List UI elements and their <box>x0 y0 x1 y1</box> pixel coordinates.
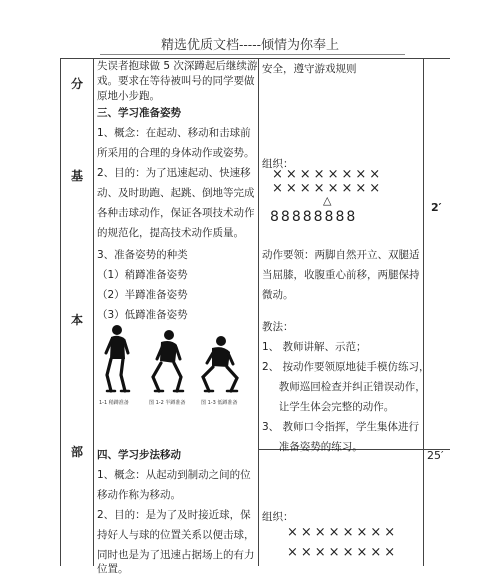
formation-x-row-1: ×××××××× <box>272 167 384 182</box>
section-4-title: 四、学习步法移动 <box>97 449 181 461</box>
sec3-line-1: 1、概念：在起动、移动和击球前 <box>97 127 251 139</box>
method-line-5: 3、 教师口令指挥，学生集体进行 <box>262 421 420 433</box>
sec3-line-5: 各种击球动作，保证各项技术动作 <box>97 207 255 219</box>
page-header-title: 精选优质文档-----倾情为你奉上 <box>161 38 339 53</box>
intro-line-2: 戏。要求在等待被叫号的同学要做 <box>97 75 255 87</box>
col-divider-3 <box>423 59 424 566</box>
side-label-4: 部 <box>71 445 84 459</box>
intro-line-1: 失误者抱球做 5 次深蹲起后继续游 <box>97 60 258 72</box>
method-label: 教法： <box>262 321 294 333</box>
stance-figure-3 <box>203 336 237 391</box>
side-label-1: 分 <box>71 77 84 91</box>
intro-line-3: 原地小步跑。 <box>97 90 160 102</box>
sec4-line-4: 持好人与球的位置关系以便击球， <box>97 529 255 541</box>
sec3-line-6: 的规范化，提高技术动作质量。 <box>97 227 244 239</box>
safety-note: 安全，遵守游戏规则 <box>262 63 357 75</box>
formation-x-row-4: ×××××××× <box>287 545 399 560</box>
sec3-line-10: （3）低蹲准备姿势 <box>97 309 188 321</box>
lesson-plan-table <box>60 58 450 575</box>
teacher-triangle: △ <box>323 194 332 207</box>
stance-figure-2 <box>153 330 183 391</box>
method-line-2: 2、 按动作要领原地徒手模仿练习， <box>262 361 430 373</box>
figure-caption-1: 1-1 稍蹲准备 <box>99 400 129 406</box>
sec3-line-8: （1）稍蹲准备姿势 <box>97 269 188 281</box>
figure-caption-3: 图 1-3 低蹲准备 <box>201 400 238 406</box>
side-label-2: 基 <box>71 169 84 183</box>
sec3-line-2: 所采用的合理的身体动作或姿势。 <box>97 147 255 159</box>
formation-o-row: 88888888 <box>270 209 358 225</box>
stance-figures <box>97 321 249 409</box>
side-label-3: 本 <box>71 313 84 327</box>
section-3-title: 三、学习准备姿势 <box>97 107 181 119</box>
sec3-line-7: 3、准备姿势的种类 <box>97 249 188 261</box>
sec4-line-2: 移动作称为移动。 <box>97 489 181 501</box>
stance-figure-1 <box>106 325 129 391</box>
sec3-line-4: 动、及时助跑、起跳、倒地等完成 <box>97 187 255 199</box>
requirement-line-2: 当屈膝，收腹重心前移，两腿保持 <box>262 269 420 281</box>
method-line-6: 准备姿势的练习。 <box>262 441 363 453</box>
figure-caption-2: 图 1-2 半蹲准备 <box>149 400 186 406</box>
sec4-line-5: 同时也是为了迅速占据场上的有力 <box>97 549 255 561</box>
time-value-2: 25′ <box>427 449 444 462</box>
sec3-line-3: 2、目的：为了迅速起动、快速移 <box>97 167 251 179</box>
sec4-line-1: 1、概念：从起动到制动之间的位 <box>97 469 251 481</box>
sec3-line-9: （2）半蹲准备姿势 <box>97 289 188 301</box>
col-divider-2 <box>258 59 259 566</box>
sec4-line-6: 位置。 <box>97 563 129 575</box>
requirement-line-1: 动作要领：两脚自然开立、双腿适 <box>262 249 420 261</box>
requirement-line-3: 微动。 <box>262 289 294 301</box>
time-value-1: 2′ <box>431 201 442 214</box>
formation-x-row-3: ×××××××× <box>287 525 399 540</box>
method-line-4: 让学生体会完整的动作。 <box>262 401 395 413</box>
sec4-line-3: 2、目的：是为了及时接近球，保 <box>97 509 251 521</box>
col-divider-1 <box>93 59 94 566</box>
organization-label-1: 组织： <box>262 158 294 170</box>
method-line-1: 1、 教师讲解、示范； <box>262 341 367 353</box>
method-line-3: 教师巡回检查并纠正错误动作， <box>262 381 426 393</box>
stance-figures-drawing <box>97 321 249 397</box>
header-underline <box>100 54 405 55</box>
formation-x-row-2: ×××××××× <box>272 181 384 196</box>
organization-label-2: 组织： <box>262 511 294 523</box>
